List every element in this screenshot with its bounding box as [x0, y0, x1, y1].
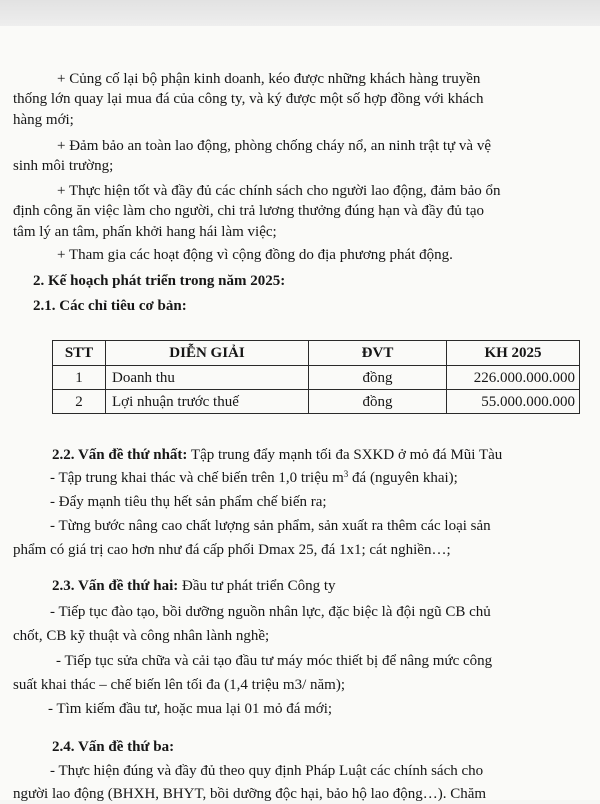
header-description: DIỄN GIẢI: [106, 341, 309, 366]
paragraph-line: + Đảm bảo an toàn lao động, phòng chống cháy nổ, an ninh trật tự và vệ: [57, 138, 491, 154]
paragraph-line: định công ăn việc làm cho người, chi trả lương thưởng đúng hạn và đầy đủ tạo: [13, 203, 484, 219]
cell-value: 55.000.000.000: [447, 390, 580, 414]
bullet-line: người lao động (BHXH, BHYT, bồi dưỡng độc hại, bảo hộ lao động…). Chăm: [13, 786, 487, 802]
paragraph-line: thống lớn quay lại mua đá của công ty, và ký được một số hợp đồng với khách: [13, 91, 484, 107]
cell-stt: 1: [53, 366, 106, 390]
subsection-label: 2.3. Vấn đề thứ hai:: [52, 578, 179, 594]
bullet-line: chốt, CB kỹ thuật và công nhân lành nghề;: [13, 628, 270, 644]
bullet-line: - Tiếp tục đào tạo, bồi dưỡng nguồn nhân lực, đặc biệc là đội ngũ CB chủ: [50, 604, 491, 620]
section-heading: 2. Kế hoạch phát triển trong năm 2025:: [33, 273, 286, 289]
bullet-line: - Đẩy mạnh tiêu thụ hết sản phẩm chế biến ra;: [50, 494, 327, 510]
header-stt: STT: [53, 341, 106, 366]
subsection-text: Đầu tư phát triển Công ty: [178, 578, 336, 594]
cell-description: Doanh thu: [106, 366, 309, 390]
paragraph-line: hàng mới;: [13, 112, 74, 128]
superscript: 3: [343, 469, 349, 479]
cell-stt: 2: [53, 390, 106, 414]
paragraph-line: + Thực hiện tốt và đầy đủ các chính sách cho người lao động, đảm bảo ổn: [57, 183, 501, 199]
bullet-text: đá (nguyên khai);: [348, 470, 458, 486]
paragraph-line: + Tham gia các hoạt động vì cộng đồng do địa phương phát động.: [57, 247, 453, 263]
subsection-text: Tập trung đẩy mạnh tối đa SXKD ở mỏ đá Mũi Tàu: [187, 447, 503, 463]
header-unit: ĐVT: [309, 341, 447, 366]
bullet-line: suất khai thác – chế biến lên tối đa (1,4 triệu m3/ năm);: [13, 677, 345, 693]
subsection-line: [52, 446, 600, 465]
header-plan-2025: KH 2025: [447, 341, 580, 366]
indicators-table: [52, 340, 580, 414]
bullet-line: - Tiếp tục sửa chữa và cải tạo đầu tư máy móc thiết bị để nâng mức công: [56, 653, 493, 669]
paragraph-line: + Củng cố lại bộ phận kinh doanh, kéo được những khách hàng truyền: [57, 71, 481, 87]
cell-unit: đồng: [309, 390, 447, 414]
bullet-line: - Từng bước nâng cao chất lượng sản phẩm, sản xuất ra thêm các loại sản: [50, 518, 491, 534]
bullet-line: [50, 469, 600, 488]
subsection-label: 2.2. Vấn đề thứ nhất:: [52, 447, 188, 463]
subsection-label: 2.4. Vấn đề thứ ba:: [52, 739, 175, 755]
top-bar: [0, 0, 600, 26]
cell-unit: đồng: [309, 366, 447, 390]
subsection-heading: 2.1. Các chỉ tiêu cơ bản:: [33, 298, 187, 314]
bullet-text: - Tập trung khai thác và chế biến trên 1,0 triệu m: [50, 470, 344, 486]
cell-value: 226.000.000.000: [447, 366, 580, 390]
cell-description: Lợi nhuận trước thuế: [106, 390, 309, 414]
table-row: [53, 390, 580, 414]
subsection-line: [52, 577, 600, 596]
table-header-row: [53, 341, 580, 366]
bullet-line: - Thực hiện đúng và đầy đủ theo quy định Pháp Luật các chính sách cho: [50, 763, 484, 779]
paragraph-line: sinh môi trường;: [13, 158, 114, 174]
table-row: [53, 366, 580, 390]
bullet-line: - Tìm kiếm đầu tư, hoặc mua lại 01 mỏ đá mới;: [48, 701, 333, 717]
paragraph-line: tâm lý an tâm, phấn khởi hang hái làm việc;: [13, 224, 277, 240]
bullet-line: phẩm có giá trị cao hơn như đá cấp phối Dmax 25, đá 1x1; cát nghiền…;: [13, 542, 451, 558]
